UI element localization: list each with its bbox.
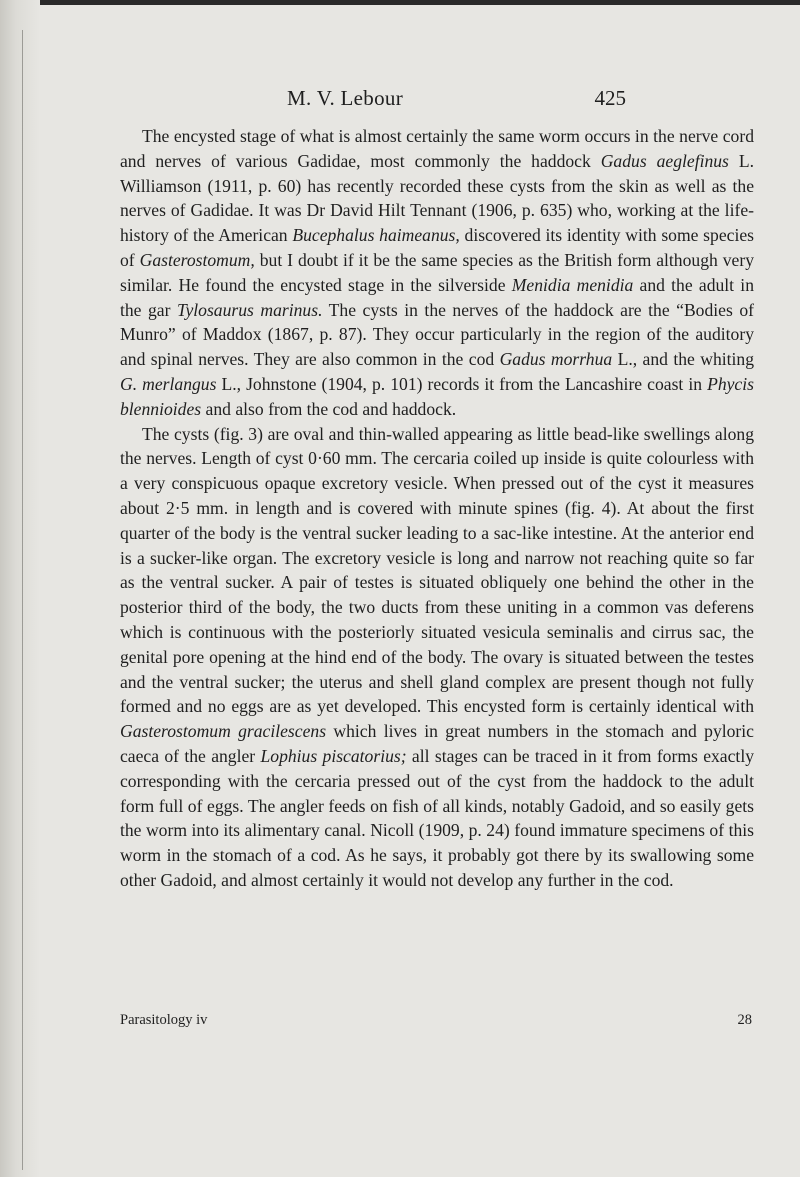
species-name: Lophius piscatorius; [260, 745, 407, 766]
text-run: discovered its identity with some species of [120, 225, 754, 270]
species-name: Gasterostomum, [139, 249, 255, 270]
text-run: which lives in great numbers in the stomach and pyloric caeca of the angler [120, 721, 754, 766]
journal-label: Parasitology iv [120, 1012, 208, 1028]
gutter-line [22, 30, 23, 1170]
paragraph [120, 422, 754, 893]
text-run: L., Johnstone (1904, p. 101) records it from the Lancashire coast in [216, 373, 708, 394]
species-name: Phycis blennioides [120, 373, 754, 419]
text-run: The encysted stage of what is almost certainly the same worm occurs in the nerve cord and nerves of various Gadidae, most commonly the haddock [120, 126, 754, 171]
text-run: and the adult in the gar [120, 274, 754, 320]
sheet-number: 28 [737, 1012, 752, 1028]
running-head: M. V. Lebour [287, 86, 403, 110]
page-number: 425 [594, 86, 626, 110]
text-run: L. Williamson (1911, p. 60) has recently recorded these cysts from the skin as well as the nerves of Gadidae. It was Dr David Hilt Tennant (1906, p. 635) who, working at the life-history of the American [120, 150, 754, 246]
paragraph [120, 124, 754, 422]
species-name: Bucephalus haimeanus, [292, 225, 460, 246]
page-header [170, 86, 630, 116]
text-run: The cysts (fig. 3) are oval and thin-walled appearing as little bead-like swellings along the nerves. Length of cyst 0·60 mm. The cercaria coiled up inside is quite colourless with a very conspicuous opaque excretory vesicle. When pressed out of the cyst it measures about 2·5 mm. in length and is covered with minute spines (fig. 4). At about the first quarter of the body is the ventral sucker leading to a sac-like intestine. At the anterior end is a sucker-like organ. The excretory vesicle is long and narrow not reaching quite so far as the ventral sucker. A pair of testes is situated obliquely one behind the other in the posterior third of the body, the two ducts from these uniting in a common vas deferens which is continuous with the posteriorly situated vesicula seminalis and cirrus sac, the genital pore opening at the hind end of the body. The ovary is situated between the testes and the ventral sucker; the uterus and shell gland complex are present though not fully formed and no eggs are as yet developed. This encysted form is certainly identical with [120, 423, 754, 717]
text-run: all stages can be traced in it from forms exactly corresponding with the cercaria pressed out of the cyst from the haddock to the adult form full of eggs. The angler feeds on fish of all kinds, notably Gadoid, and so easily gets the worm into its alimentary canal. Nicoll (1909, p. 24) found immature specimens of this worm in the stomach of a cod. As he says, it probably got there by its swallowing some other Gadoid, and almost certainly it would not develop any further in the cod. [120, 745, 754, 890]
text-run: and also from the cod and haddock. [201, 398, 457, 419]
text-run: L., and the whiting [612, 349, 754, 370]
species-name: Tylosaurus marinus. [176, 299, 323, 320]
species-name: Gadus aeglefinus [600, 150, 729, 171]
text-run: The cysts in the nerves of the haddock are the “Bodies of Munro” of Maddox (1867, p. 87). They occur particularly in the region of the auditory and spinal nerves. They are also common in the cod [120, 299, 754, 370]
species-name: Gasterostomum gracilescens [120, 721, 327, 742]
species-name: Menidia menidia [511, 274, 634, 295]
species-name: G. merlangus [120, 373, 217, 394]
body-text [120, 124, 754, 893]
text-run: but I doubt if it be the same species as the British form although very similar. He found the encysted stage in the silverside [120, 249, 754, 295]
page-top-edge [0, 0, 800, 5]
species-name: Gadus morrhua [499, 349, 613, 370]
book-gutter [0, 0, 40, 1177]
page-footer [120, 1012, 754, 1036]
